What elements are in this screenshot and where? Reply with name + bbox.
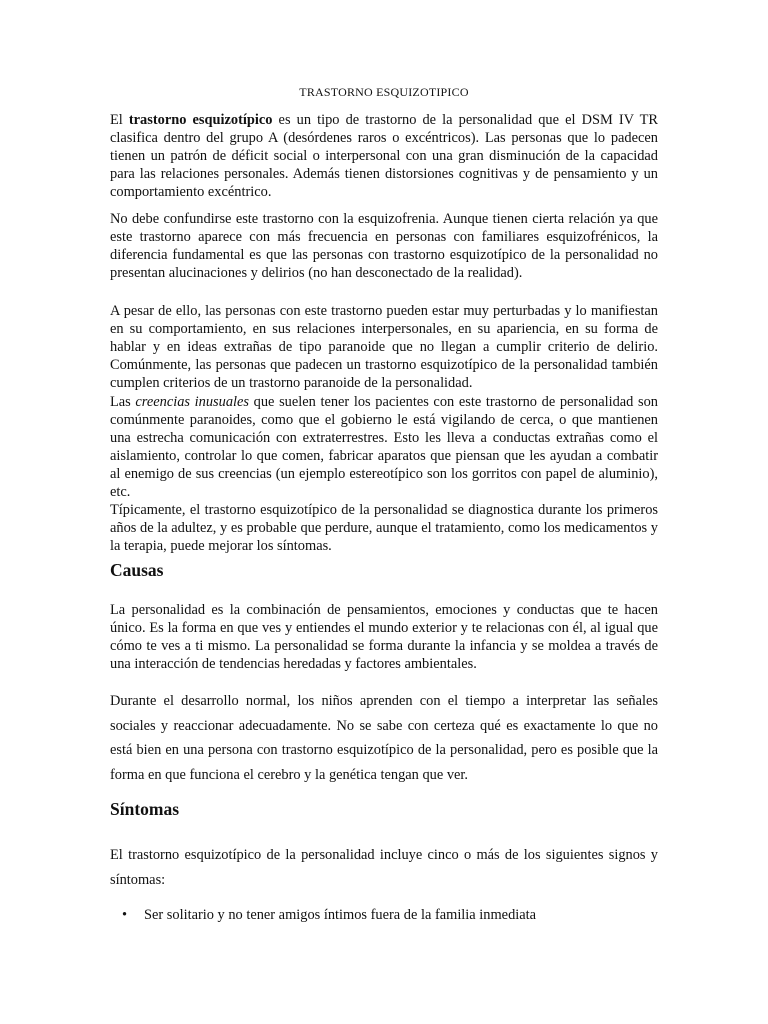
paragraph-esquizofrenia: No debe confundirse este trastorno con la esquizofrenia. Aunque tienen cierta relación ya que este trastorno aparece con más frecuencia en personas con familiares esquizofrénicos, la diferencia fundamental es que las personas con trastorno esquizotípico de la personalidad no presentan alucinaciones y delirios (no han desconectado de la realidad). xyxy=(110,211,658,281)
intro-rest: es un tipo de trastorno de la personalidad que el DSM IV TR clasifica dentro del grupo A (desórdenes raros o excéntricos). Las personas que lo padecen tienen un patrón de déficit social o interpersonal con una gran disminución de la capacidad para las relaciones personales. Además tienen distorsiones cognitivas y de pensamiento y un comportamiento excéntrico. xyxy=(110,112,658,200)
intro-lead: El xyxy=(110,112,129,128)
intro-paragraph xyxy=(110,111,658,201)
creencias-lead: Las xyxy=(110,394,136,410)
bullet-icon: • xyxy=(122,907,128,923)
paragraph-personalidad: La personalidad es la combinación de pensamientos, emociones y conductas que te hacen único. Es la forma en que ves y entiendes el mundo exterior y te relacionas con él, al igual que cómo te ves a ti mismo. La personalidad se forma durante la infancia y se moldea a través de una interacción de tendencias heredadas y factores ambientales. xyxy=(110,602,658,672)
sintomas-intro: El trastorno esquizotípico de la personalidad incluye cinco o más de los siguientes signos y síntomas: xyxy=(110,847,658,888)
creencias-rest: que suelen tener los pacientes con este trastorno de personalidad son comúnmente paranoides, como que el gobierno le está vigilando de cerca, o que mantienen una estrecha comunicación con extraterrestres. Esto les lleva a conductas extrañas como el aislamiento, controlar lo que comen, fabricar aparatos que piensan que les ayudan a combatir al enemigo de sus creencias (un ejemplo estereotípico son los gorritos con papel de aluminio), etc. xyxy=(110,394,658,500)
list-item-text: Ser solitario y no tener amigos íntimos fuera de la familia inmediata xyxy=(144,907,537,923)
document-title: TRASTORNO ESQUIZOTIPICO xyxy=(299,85,469,99)
heading-sintomas: Síntomas xyxy=(110,799,180,819)
paragraph-desarrollo: Durante el desarrollo normal, los niños aprenden con el tiempo a interpretar las señales sociales y reaccionar adecuadamente. No se sabe con certeza qué es exactamente lo que no está bien en una persona con trastorno esquizotípico de la personalidad, pero es posible que la forma en que funciona el cerebro y la genética tengan que ver. xyxy=(110,693,658,783)
creencias-term: creencias inusuales xyxy=(135,394,250,410)
paragraph-perturbadas: A pesar de ello, las personas con este trastorno pueden estar muy perturbadas y lo manifiestan en su comportamiento, en sus relaciones interpersonales, en su apariencia, en su forma de hablar y en ideas extrañas de tipo paranoide que no llegan a cumplir criterio de delirio. Comúnmente, las personas que padecen un trastorno esquizotípico de la personalidad también cumplen criterios de un trastorno paranoide de la personalidad. xyxy=(110,303,658,391)
paragraph-diagnostico: Típicamente, el trastorno esquizotípico de la personalidad se diagnostica durante los primeros años de la adultez, y es probable que perdure, aunque el tratamiento, como los medicamentos y la terapia, puede mejorar los síntomas. xyxy=(110,502,658,554)
paragraph-creencias xyxy=(110,393,658,501)
intro-term: trastorno esquizotípico xyxy=(128,112,273,128)
heading-causas: Causas xyxy=(110,560,164,580)
